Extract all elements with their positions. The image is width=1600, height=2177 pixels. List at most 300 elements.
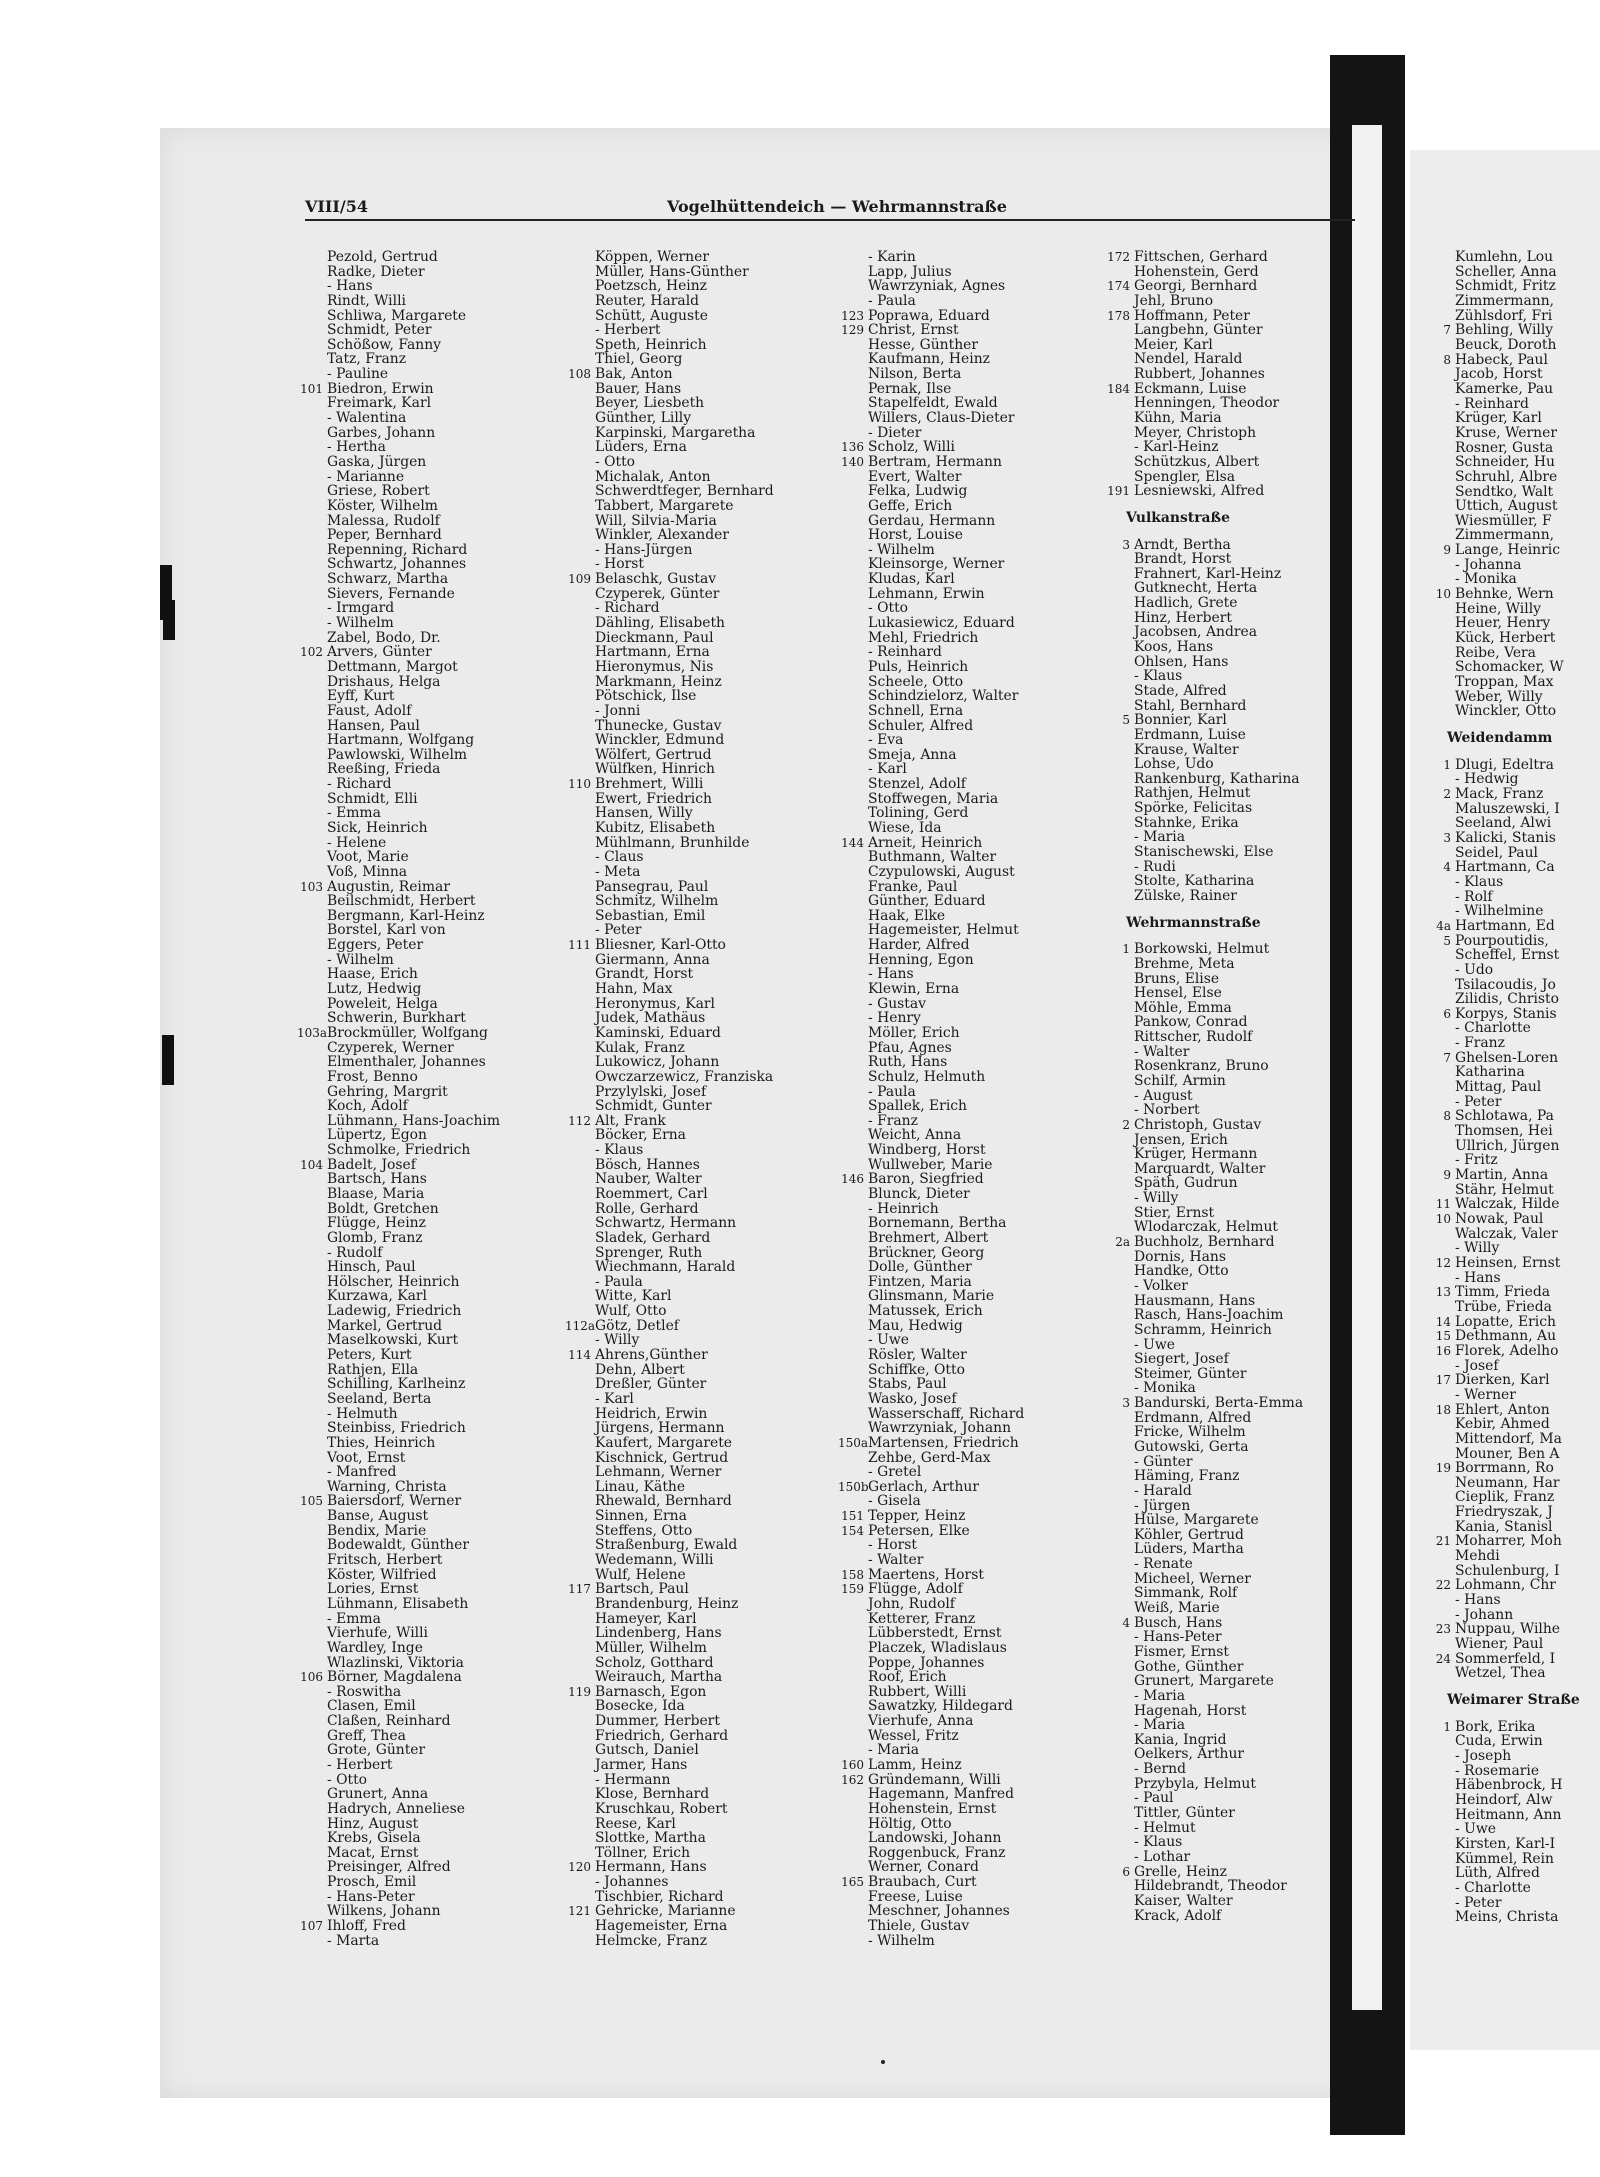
resident-entry	[1122, 536, 1303, 553]
resident-name: - Hans	[327, 278, 373, 295]
resident-entry	[868, 1392, 1024, 1407]
resident-entry	[1134, 874, 1303, 889]
resident-name: Köhler, Gertrud	[1134, 1526, 1244, 1543]
resident-entry	[868, 1890, 1024, 1905]
resident-name: Glomb, Franz	[327, 1229, 423, 1246]
resident-name: Hartmann, Wolfgang	[327, 732, 475, 749]
resident-entry	[868, 1831, 1024, 1846]
house-number: 102	[300, 645, 323, 660]
resident-name: Greff, Thea	[327, 1727, 406, 1744]
resident-name: Dähling, Elisabeth	[595, 615, 725, 632]
resident-name: Lories, Ernst	[327, 1581, 419, 1598]
resident-name: Simmank, Rolf	[1134, 1585, 1238, 1602]
resident-name: Beilschmidt, Herbert	[327, 893, 476, 910]
house-number: 18	[1435, 1402, 1451, 1417]
resident-name: Lindenberg, Hans	[595, 1625, 722, 1642]
resident-entry	[327, 514, 500, 529]
resident-entry	[327, 1231, 500, 1246]
resident-name: Schneider, Hu	[1455, 454, 1555, 471]
resident-entry	[841, 1508, 1024, 1525]
resident-entry	[595, 1172, 774, 1187]
resident-name: Lopatte, Erich	[1455, 1313, 1556, 1330]
resident-name: Lüth, Alfred	[1455, 1865, 1540, 1882]
resident-entry	[1134, 1045, 1303, 1060]
resident-name: Helmcke, Franz	[595, 1932, 708, 1949]
resident-entry	[1134, 367, 1303, 382]
resident-entry	[595, 1494, 774, 1509]
resident-name: Horst, Louise	[868, 527, 963, 544]
resident-entry	[327, 396, 500, 411]
resident-name: Schmidt, Elli	[327, 790, 418, 807]
resident-entry	[595, 1333, 774, 1348]
resident-entry	[565, 1317, 774, 1334]
house-number: 121	[568, 1904, 591, 1919]
resident-entry	[1455, 1749, 1580, 1764]
resident-name: Nuppau, Wilhe	[1455, 1621, 1561, 1638]
resident-entry	[868, 1787, 1024, 1802]
resident-entry	[1134, 1162, 1303, 1177]
resident-name: - Gisela	[868, 1493, 921, 1510]
resident-entry	[1455, 1241, 1580, 1256]
resident-name: Lühmann, Elisabeth	[327, 1595, 469, 1612]
resident-name: - Gretel	[868, 1464, 922, 1481]
resident-entry	[868, 1802, 1024, 1817]
resident-entry	[595, 1128, 774, 1143]
resident-name: Malessa, Rudolf	[327, 512, 440, 529]
resident-name: - Otto	[595, 453, 636, 470]
resident-entry	[868, 1143, 1024, 1158]
resident-name: Henning, Egon	[868, 951, 974, 968]
resident-entry	[868, 1319, 1024, 1334]
resident-entry	[1134, 1894, 1303, 1909]
resident-name: Heitmann, Ann	[1455, 1806, 1562, 1823]
resident-entry	[868, 1656, 1024, 1671]
resident-entry	[595, 1231, 774, 1246]
resident-entry	[595, 1275, 774, 1290]
resident-name: - Helmuth	[327, 1405, 398, 1422]
page-title: Vogelhüttendeich — Wehrmannstraße	[667, 197, 1007, 216]
resident-name: Busch, Hans	[1134, 1614, 1223, 1631]
resident-name: Rankenburg, Katharina	[1134, 770, 1300, 787]
resident-name: Handke, Otto	[1134, 1263, 1229, 1280]
resident-name: Spörke, Felicitas	[1134, 800, 1253, 817]
house-number: 7	[1443, 1050, 1451, 1065]
resident-name: Stanischewski, Else	[1134, 844, 1274, 860]
resident-name: - Walter	[868, 1552, 924, 1569]
resident-entry	[595, 294, 774, 309]
resident-entry	[327, 1524, 500, 1539]
resident-name: - Johann	[1455, 1606, 1514, 1623]
resident-entry	[327, 470, 500, 485]
resident-name: Stenzel, Adolf	[868, 776, 966, 793]
resident-name: Winkler, Alexander	[595, 527, 729, 544]
resident-name: Seeland, Alwi	[1455, 815, 1552, 832]
resident-name: Weber, Willy	[1455, 688, 1543, 705]
resident-entry	[327, 953, 500, 968]
resident-name: - Wilhelm	[868, 541, 935, 558]
resident-entry	[327, 719, 500, 734]
resident-entry	[300, 1156, 500, 1173]
resident-name: Wlazlinski, Viktoria	[327, 1654, 464, 1671]
resident-entry	[327, 1421, 500, 1436]
resident-name: - Uwe	[868, 1332, 909, 1349]
resident-name: - Udo	[1455, 961, 1494, 978]
resident-name: Frahnert, Karl-Heinz	[1134, 565, 1282, 582]
resident-entry	[1134, 669, 1303, 684]
resident-name: Sendtko, Walt	[1455, 483, 1554, 500]
resident-entry	[1134, 1425, 1303, 1440]
resident-entry	[595, 1070, 774, 1085]
resident-entry	[1455, 704, 1580, 719]
resident-entry	[868, 1626, 1024, 1641]
resident-entry	[1455, 660, 1580, 675]
resident-entry	[1455, 846, 1580, 861]
resident-entry	[595, 279, 774, 294]
resident-name: Zimmermann,	[1455, 527, 1555, 544]
resident-entry	[595, 1612, 774, 1627]
resident-entry	[1134, 655, 1303, 670]
house-number: 8	[1443, 1109, 1451, 1124]
resident-name: Zilidis, Christo	[1455, 991, 1560, 1008]
resident-name: Seeland, Berta	[327, 1390, 432, 1407]
resident-entry	[568, 1347, 774, 1364]
resident-name: Maertens, Horst	[868, 1566, 984, 1583]
resident-entry	[868, 367, 1024, 382]
resident-name: - Rolf	[1455, 888, 1493, 905]
resident-entry	[1455, 948, 1580, 963]
resident-name: Koos, Hans	[1134, 639, 1214, 656]
resident-name: - Gustav	[868, 995, 926, 1012]
resident-name: Bliesner, Karl-Otto	[595, 937, 726, 954]
resident-name: Geffe, Erich	[868, 497, 953, 514]
resident-name: Arneit, Heinrich	[868, 834, 983, 851]
resident-entry	[327, 660, 500, 675]
resident-entry	[841, 1566, 1024, 1583]
resident-name: Schiffke, Otto	[868, 1361, 965, 1378]
resident-name: Spallek, Erich	[868, 1098, 967, 1115]
resident-name: Kubitz, Elisabeth	[595, 819, 716, 836]
resident-name: Behling, Willy	[1455, 322, 1554, 339]
resident-name: Gehricke, Marianne	[595, 1903, 736, 1920]
resident-entry	[327, 689, 500, 704]
house-number: 123	[841, 308, 864, 323]
resident-name: - Maria	[868, 1742, 919, 1759]
resident-name: Schulz, Helmuth	[868, 1068, 986, 1085]
resident-name: Kulak, Franz	[595, 1039, 685, 1056]
house-number: 15	[1435, 1329, 1451, 1344]
resident-entry	[1455, 1564, 1580, 1579]
resident-name: Kania, Ingrid	[1134, 1731, 1227, 1748]
resident-entry	[1443, 1108, 1580, 1125]
house-number: 105	[300, 1494, 323, 1509]
resident-name: Slottke, Martha	[595, 1830, 706, 1847]
resident-entry	[1134, 1499, 1303, 1514]
resident-name: - Richard	[595, 600, 660, 617]
resident-name: Lübberstedt, Ernst	[868, 1625, 1002, 1642]
house-number: 103a	[297, 1025, 328, 1040]
resident-entry	[868, 1846, 1024, 1861]
resident-name: Mittendorf, Ma	[1455, 1430, 1562, 1447]
resident-name: - Rosemarie	[1455, 1762, 1540, 1779]
resident-entry	[595, 1875, 774, 1890]
house-number: 11	[1435, 1197, 1451, 1212]
resident-name: - Maria	[1134, 1687, 1185, 1704]
resident-name: Bandurski, Berta-Emma	[1134, 1395, 1304, 1412]
resident-entry	[1134, 1469, 1303, 1484]
resident-entry	[595, 528, 774, 543]
resident-name: Tittler, Günter	[1134, 1805, 1235, 1822]
resident-entry	[595, 1802, 774, 1817]
resident-entry	[868, 1348, 1024, 1363]
resident-name: Macat, Ernst	[327, 1844, 419, 1861]
resident-entry	[868, 675, 1024, 690]
resident-entry	[568, 571, 774, 588]
resident-entry	[1455, 1447, 1580, 1462]
resident-entry	[1455, 690, 1580, 705]
resident-entry	[1134, 1030, 1303, 1045]
resident-entry	[868, 1128, 1024, 1143]
resident-entry	[868, 514, 1024, 529]
resident-name: Fittschen, Gerhard	[1134, 249, 1268, 265]
resident-name: Börner, Magdalena	[327, 1669, 462, 1686]
resident-name: Petersen, Elke	[868, 1522, 970, 1539]
resident-entry	[1122, 941, 1303, 958]
resident-name: - Maria	[1134, 1717, 1185, 1734]
resident-entry	[1455, 1734, 1580, 1749]
resident-name: Müller, Wilhelm	[595, 1639, 707, 1656]
resident-entry	[868, 1421, 1024, 1436]
resident-entry	[868, 1275, 1024, 1290]
resident-name: Mouner, Ben A	[1455, 1445, 1560, 1462]
resident-name: Arvers, Günter	[327, 644, 432, 661]
resident-entry	[1134, 957, 1303, 972]
resident-entry	[595, 601, 774, 616]
resident-name: Grote, Günter	[327, 1742, 426, 1759]
resident-entry	[595, 967, 774, 982]
resident-entry	[1134, 396, 1303, 411]
resident-name: Michalak, Anton	[595, 468, 711, 485]
resident-name: Beuck, Doroth	[1455, 336, 1557, 353]
resident-name: Barnasch, Egon	[595, 1683, 707, 1700]
resident-entry	[1435, 1196, 1580, 1213]
resident-entry	[327, 1099, 500, 1114]
resident-name: - Norbert	[1134, 1102, 1200, 1119]
resident-name: Schilf, Armin	[1134, 1072, 1226, 1089]
resident-name: - Renate	[1134, 1556, 1193, 1573]
resident-entry	[1455, 875, 1580, 890]
resident-entry	[1455, 963, 1580, 978]
resident-entry	[1455, 1520, 1580, 1535]
resident-entry	[1134, 611, 1303, 626]
resident-name: Arndt, Bertha	[1134, 536, 1231, 553]
resident-entry	[1435, 1328, 1580, 1345]
resident-name: Winckler, Edmund	[595, 732, 725, 749]
house-number: 151	[841, 1509, 864, 1524]
resident-entry	[327, 1860, 500, 1875]
resident-entry	[595, 1187, 774, 1202]
resident-name: Bendix, Marie	[327, 1522, 427, 1539]
resident-name: Reibe, Vera	[1455, 644, 1536, 661]
resident-name: Borkowski, Helmut	[1134, 941, 1270, 958]
resident-name: Brehmert, Willi	[595, 776, 704, 793]
resident-entry	[595, 1743, 774, 1758]
resident-entry	[327, 1641, 500, 1656]
resident-name: Biedron, Erwin	[327, 380, 434, 397]
resident-entry	[327, 997, 500, 1012]
resident-name: Badelt, Josef	[327, 1156, 416, 1173]
resident-name: Peters, Kurt	[327, 1347, 412, 1364]
resident-entry	[1455, 631, 1580, 646]
resident-entry	[841, 453, 1024, 470]
resident-name: Hölscher, Heinrich	[327, 1273, 460, 1290]
resident-entry	[327, 1656, 500, 1671]
resident-entry	[1436, 917, 1580, 934]
resident-name: Nendel, Harald	[1134, 351, 1243, 368]
house-number: 146	[841, 1172, 864, 1187]
resident-entry	[595, 909, 774, 924]
resident-entry	[595, 1831, 774, 1846]
resident-name: Hameyer, Karl	[595, 1610, 697, 1627]
resident-entry	[868, 587, 1024, 602]
resident-name: Haak, Elke	[868, 907, 946, 924]
resident-entry	[1443, 351, 1580, 368]
resident-name: - Hans	[1455, 1592, 1501, 1609]
house-number: 184	[1107, 381, 1130, 396]
resident-name: Hahn, Max	[595, 981, 673, 998]
resident-name: Tepper, Heinz	[868, 1508, 966, 1525]
resident-name: Kruse, Werner	[1455, 424, 1557, 441]
resident-name: Schruhl, Albre	[1455, 468, 1558, 485]
resident-entry	[327, 250, 500, 265]
resident-entry	[595, 660, 774, 675]
resident-entry	[1455, 1139, 1580, 1154]
resident-name: - Hertha	[327, 439, 386, 456]
resident-entry	[868, 1919, 1024, 1934]
resident-entry	[595, 923, 774, 938]
resident-entry	[1122, 712, 1303, 729]
resident-entry	[595, 1934, 774, 1949]
resident-name: Ladewig, Friedrich	[327, 1303, 462, 1320]
resident-name: Tabbert, Margarete	[595, 497, 734, 514]
resident-name: Meier, Karl	[1134, 336, 1213, 353]
resident-entry	[1455, 1476, 1580, 1491]
house-number: 1	[1443, 1719, 1451, 1734]
resident-name: Claßen, Reinhard	[327, 1713, 451, 1730]
resident-entry	[1134, 581, 1303, 596]
resident-entry	[868, 484, 1024, 499]
resident-name: Pötschick, Ilse	[595, 688, 697, 705]
house-number: 6	[1122, 1864, 1130, 1879]
resident-name: Nauber, Walter	[595, 1171, 702, 1188]
resident-entry	[1134, 1323, 1303, 1338]
resident-name: Möller, Erich	[868, 1024, 960, 1041]
resident-name: Puls, Heinrich	[868, 658, 969, 675]
resident-name: - Hermann	[595, 1771, 671, 1788]
resident-entry	[1134, 1381, 1303, 1396]
resident-name: Friedryszak, J	[1455, 1504, 1553, 1521]
resident-name: - Klaus	[1455, 873, 1504, 890]
resident-entry	[327, 704, 500, 719]
house-number: 172	[1107, 250, 1130, 264]
resident-entry	[595, 1773, 774, 1788]
resident-entry	[1455, 978, 1580, 993]
resident-entry	[1443, 1167, 1580, 1184]
resident-entry	[595, 1216, 774, 1231]
resident-name: Tatz, Franz	[327, 351, 407, 368]
resident-entry	[595, 1524, 774, 1539]
resident-entry	[327, 733, 500, 748]
resident-name: Harder, Alfred	[868, 937, 970, 954]
resident-entry	[595, 1377, 774, 1392]
resident-name: Schramm, Heinrich	[1134, 1321, 1272, 1338]
resident-entry	[868, 528, 1024, 543]
resident-entry	[595, 1289, 774, 1304]
resident-entry	[1134, 986, 1303, 1001]
resident-name: Rösler, Walter	[868, 1347, 967, 1364]
resident-entry	[1435, 1460, 1580, 1477]
house-number: 108	[568, 367, 591, 382]
resident-entry	[327, 338, 500, 353]
resident-entry	[1455, 675, 1580, 690]
resident-name: Fricke, Wilhelm	[1134, 1424, 1246, 1441]
resident-entry	[1455, 1593, 1580, 1608]
resident-entry	[868, 1904, 1024, 1919]
house-number: 10	[1435, 1212, 1451, 1226]
street-heading: Vulkanstraße	[1126, 509, 1230, 526]
resident-name: Sebastian, Emil	[595, 907, 706, 924]
resident-name: Radke, Dieter	[327, 263, 425, 280]
resident-entry	[868, 1158, 1024, 1173]
resident-entry	[1455, 382, 1580, 397]
resident-name: Thunecke, Gustav	[595, 717, 722, 734]
resident-name: Landowski, Johann	[868, 1830, 1002, 1847]
resident-entry	[595, 396, 774, 411]
resident-entry	[841, 1522, 1024, 1539]
resident-entry	[327, 1480, 500, 1495]
resident-name: Dlugi, Edeltra	[1455, 756, 1554, 773]
resident-entry	[868, 543, 1024, 558]
gutter-highlight	[1352, 125, 1382, 2010]
resident-entry	[327, 1055, 500, 1070]
resident-entry	[327, 748, 500, 763]
resident-entry	[868, 1070, 1024, 1085]
resident-entry	[595, 323, 774, 338]
resident-name: Erdmann, Luise	[1134, 726, 1246, 743]
resident-entry	[1455, 602, 1580, 617]
resident-name: Eyff, Kurt	[327, 688, 395, 705]
resident-name: Günther, Lilly	[595, 410, 692, 427]
resident-name: Clasen, Emil	[327, 1698, 416, 1715]
resident-entry	[868, 352, 1024, 367]
resident-name: Czypulowski, August	[868, 863, 1015, 880]
house-number: 191	[1107, 484, 1130, 499]
resident-entry	[327, 499, 500, 514]
resident-name: - Karl	[595, 1390, 634, 1407]
resident-name: Rolle, Gerhard	[595, 1200, 699, 1217]
resident-entry	[327, 1304, 500, 1319]
house-number: 3	[1122, 1396, 1130, 1411]
resident-name: Speth, Heinrich	[595, 336, 707, 353]
resident-name: Heuer, Henry	[1455, 615, 1551, 632]
resident-name: Kruschkau, Robert	[595, 1800, 728, 1817]
resident-name: Schnell, Erna	[868, 702, 964, 719]
resident-entry	[1134, 1806, 1303, 1821]
resident-name: Lüpertz, Egon	[327, 1127, 427, 1144]
resident-name: Poppe, Johannes	[868, 1654, 985, 1671]
resident-name: Stolte, Katharina	[1134, 873, 1255, 890]
resident-entry	[1134, 1103, 1303, 1118]
resident-entry	[1134, 552, 1303, 567]
